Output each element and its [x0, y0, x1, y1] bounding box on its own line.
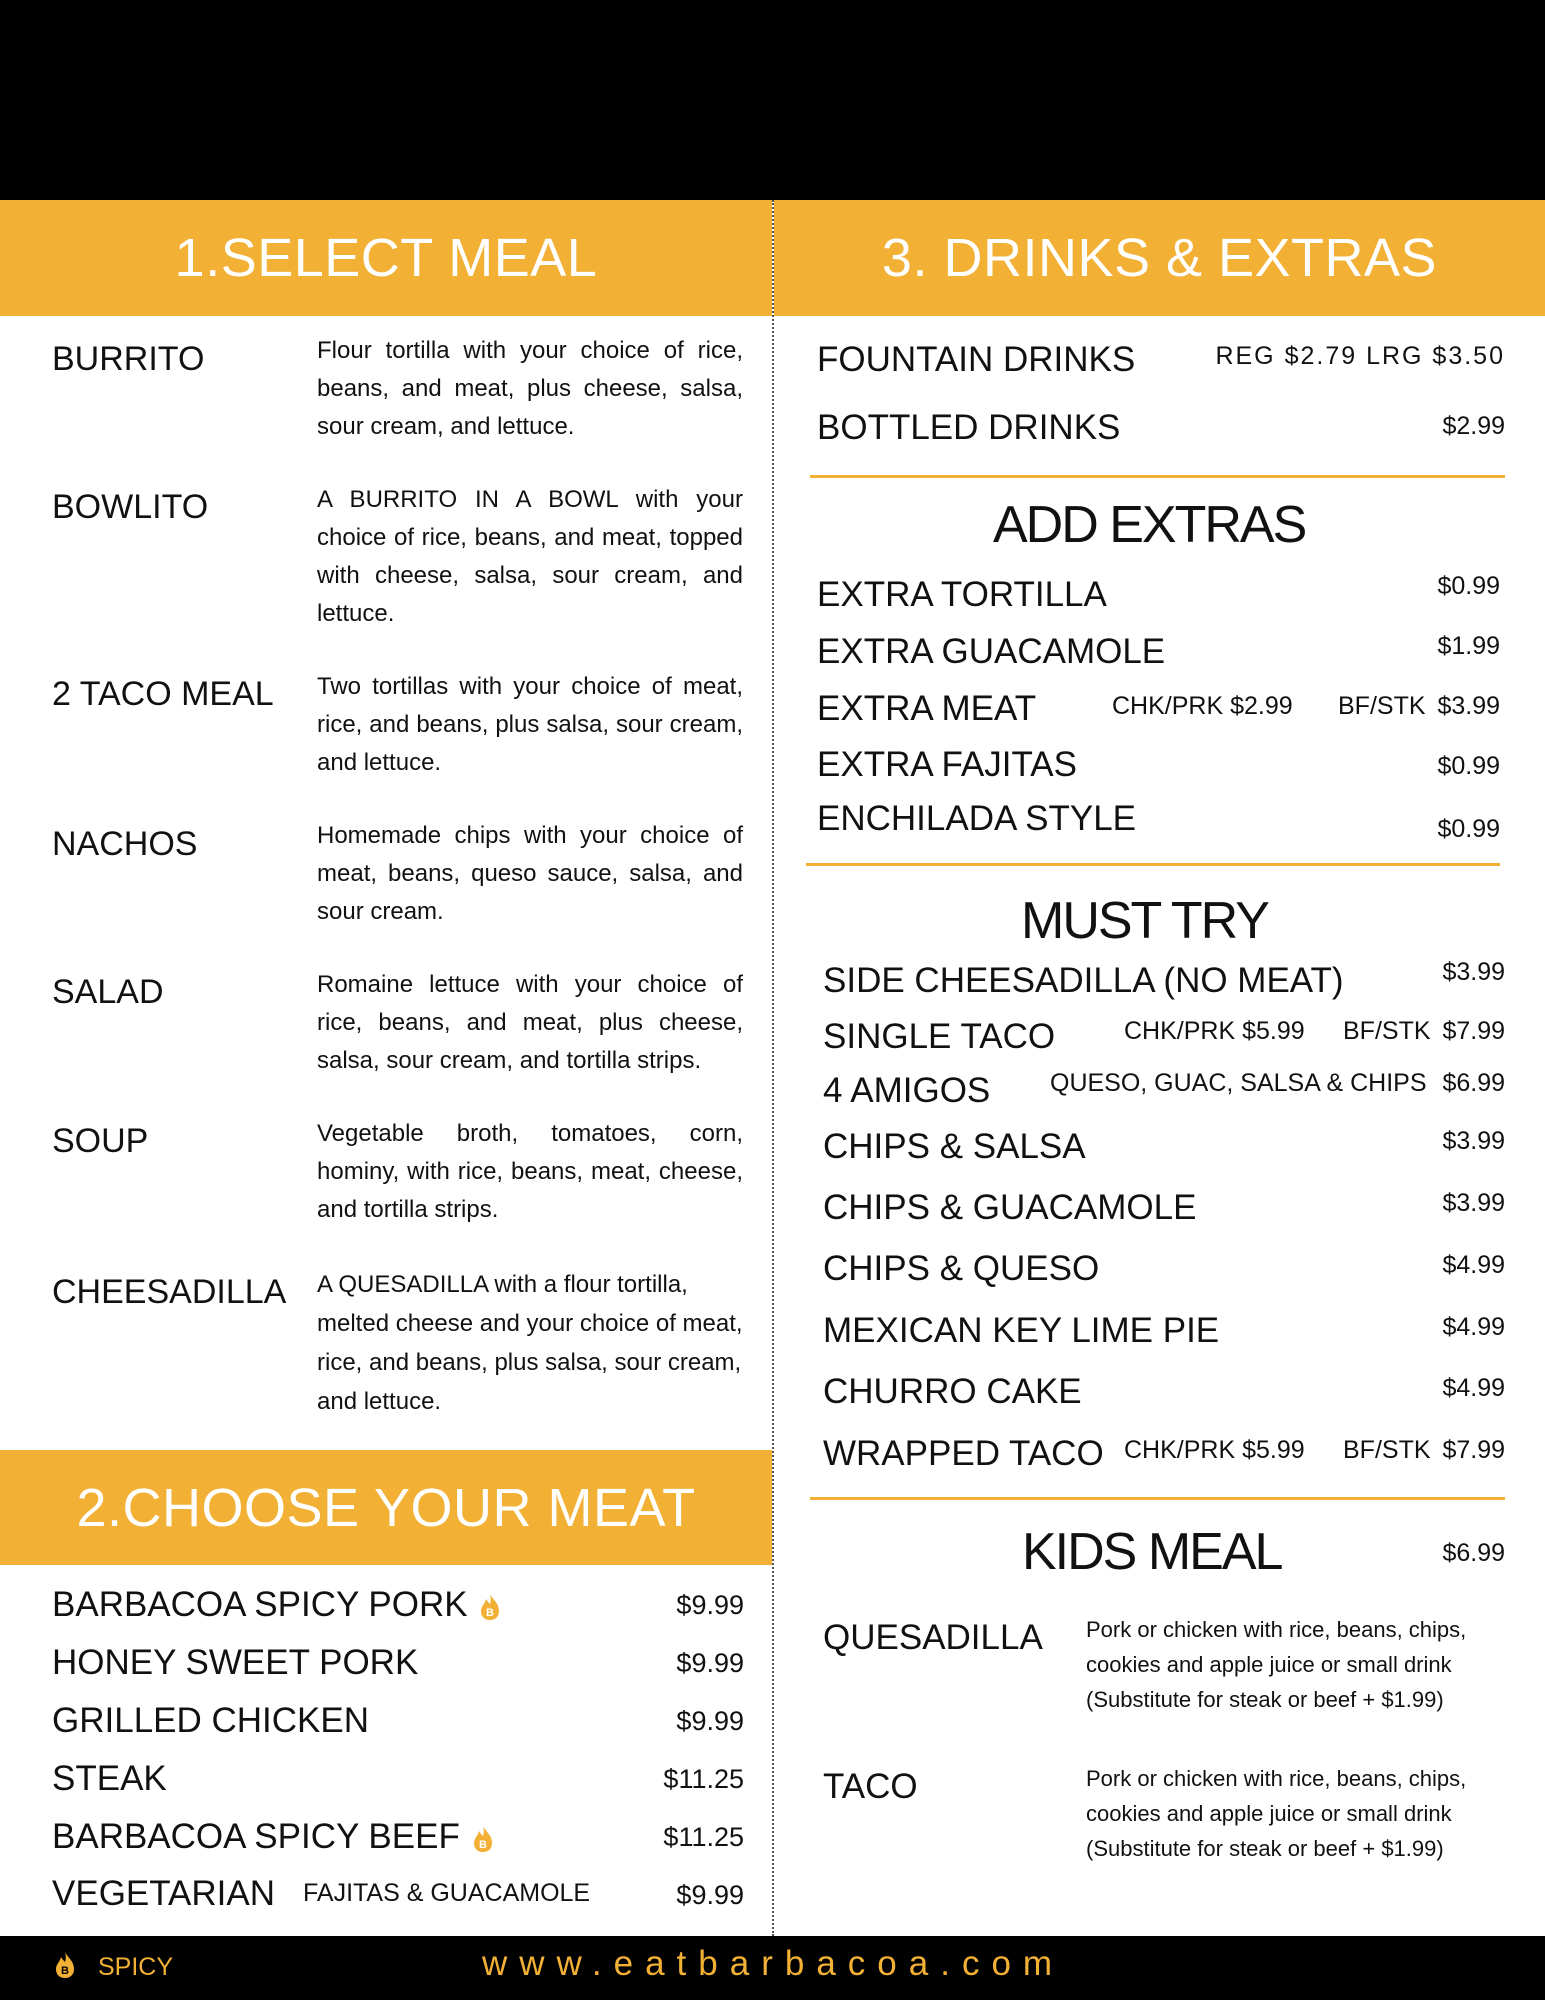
must-try-note: CHK/PRK $5.99 — [1124, 1436, 1305, 1464]
must-try-note: BF/STK — [1343, 1436, 1431, 1464]
banner-choose-meat — [0, 1450, 772, 1565]
must-try-price: $7.99 — [1442, 1017, 1505, 1045]
extra-price: $0.99 — [1437, 752, 1500, 780]
must-try-price: $4.99 — [1442, 1251, 1505, 1279]
top-bar — [0, 0, 1545, 200]
meat-grilled-chicken: GRILLED CHICKEN — [52, 1701, 370, 1740]
meat-note: FAJITAS & GUACAMOLE — [303, 1879, 591, 1907]
flame-icon — [477, 1592, 503, 1622]
extra-note: BF/STK — [1338, 692, 1426, 720]
kids-meal-price: $6.99 — [1442, 1539, 1505, 1567]
meat-price: $11.25 — [663, 1764, 744, 1794]
meal-name-nachos: NACHOS — [52, 825, 198, 863]
meat-price: $9.99 — [676, 1590, 744, 1620]
meal-name-2-taco-meal: 2 TACO MEAL — [52, 675, 274, 713]
meal-name-burrito: BURRITO — [52, 340, 205, 378]
must-try-item: SIDE CHEESADILLA (NO MEAT) — [823, 961, 1344, 1000]
drink-price: REG $2.79 LRG $3.50 — [1215, 342, 1505, 370]
must-try-item: CHIPS & QUESO — [823, 1249, 1100, 1288]
must-try-note: QUESO, GUAC, SALSA & CHIPS — [1050, 1069, 1427, 1097]
drink-price: $2.99 — [1442, 412, 1505, 440]
svg-text:B: B — [61, 1965, 69, 1977]
meal-desc-burrito: Flour tortilla with your choice of rice, beans, and meat, plus cheese, salsa, sour cream, and lettuce. — [317, 337, 743, 440]
meat-price: $9.99 — [676, 1706, 744, 1736]
drink-fountain: FOUNTAIN DRINKS — [817, 340, 1136, 379]
extra-price: $1.99 — [1437, 632, 1500, 660]
banner-select-meal-text: 1.SELECT MEAL — [174, 228, 598, 288]
extra-item: EXTRA FAJITAS — [817, 745, 1077, 784]
meat-name: BARBACOA SPICY PORK — [52, 1585, 468, 1624]
must-try-title: MUST TRY — [1021, 892, 1268, 950]
must-try-item: CHURRO CAKE — [823, 1372, 1082, 1411]
kids-meal-desc: Pork or chicken with rice, beans, chips, cookies and apple juice or small drink (Substitute for steak or beef + $1.99) — [1086, 1766, 1467, 1861]
meat-steak: STEAK — [52, 1759, 167, 1798]
extra-price: $3.99 — [1437, 692, 1500, 720]
meal-desc-2-taco-meal: Two tortillas with your choice of meat, rice, and beans, plus salsa, sour cream, and lettuce. — [317, 673, 743, 776]
extra-item: EXTRA MEAT — [817, 689, 1037, 728]
banner-drinks-extras — [774, 200, 1545, 316]
meal-name-salad: SALAD — [52, 973, 164, 1011]
must-try-price: $3.99 — [1442, 958, 1505, 986]
banner-select-meal — [0, 200, 772, 316]
meat-price: $9.99 — [676, 1880, 744, 1910]
extra-item: EXTRA GUACAMOLE — [817, 632, 1166, 671]
must-try-item: CHIPS & SALSA — [823, 1127, 1086, 1166]
must-try-price: $7.99 — [1442, 1436, 1505, 1464]
meal-name-bowlito: BOWLITO — [52, 488, 209, 526]
must-try-item: WRAPPED TACO — [823, 1434, 1104, 1473]
must-try-note: CHK/PRK $5.99 — [1124, 1017, 1305, 1045]
svg-text:B: B — [478, 1838, 487, 1851]
must-try-price: $4.99 — [1442, 1374, 1505, 1402]
banner-choose-meat-text: 2.CHOOSE YOUR MEAT — [76, 1477, 696, 1538]
meat-vegetarian: VEGETARIAN — [52, 1874, 276, 1913]
must-try-price: $3.99 — [1442, 1189, 1505, 1217]
meal-desc-bowlito: A BURRITO IN A BOWL with your choice of rice, beans, and meat, topped with cheese, salsa, sour cream, and lettuce. — [317, 486, 743, 627]
meal-desc-salad: Romaine lettuce with your choice of rice, beans, and meat, plus cheese, salsa, sour cream, and tortilla strips. — [317, 971, 743, 1074]
kids-meal-item: QUESADILLA — [823, 1618, 1043, 1657]
svg-text:B: B — [486, 1606, 495, 1619]
meal-desc-soup: Vegetable broth, tomatoes, corn, hominy, with rice, beans, meat, cheese, and tortilla strips. — [317, 1120, 743, 1223]
meat-barbacoa-spicy-pork — [52, 1585, 503, 1625]
section-rule — [810, 1497, 1505, 1500]
meal-name-cheesadilla: CHEESADILLA — [52, 1273, 287, 1311]
extra-item: EXTRA TORTILLA — [817, 575, 1107, 614]
extra-price: $0.99 — [1437, 815, 1500, 843]
meat-price: $9.99 — [676, 1648, 744, 1678]
extra-price: $0.99 — [1437, 572, 1500, 600]
flame-icon — [52, 1950, 78, 1980]
must-try-price: $3.99 — [1442, 1127, 1505, 1155]
must-try-price: $4.99 — [1442, 1313, 1505, 1341]
meat-honey-sweet-pork: HONEY SWEET PORK — [52, 1643, 419, 1682]
kids-meal-title: KIDS MEAL — [1022, 1523, 1282, 1581]
flame-icon — [470, 1824, 496, 1854]
must-try-note: BF/STK — [1343, 1017, 1431, 1045]
section-rule — [810, 475, 1505, 478]
extra-item: ENCHILADA STYLE — [817, 799, 1136, 838]
drink-bottled: BOTTLED DRINKS — [817, 408, 1121, 447]
must-try-item: MEXICAN KEY LIME PIE — [823, 1311, 1220, 1350]
spicy-legend-label: SPICY — [98, 1953, 174, 1981]
meat-name: BARBACOA SPICY BEEF — [52, 1817, 460, 1856]
meal-name-soup: SOUP — [52, 1122, 149, 1160]
section-rule — [806, 863, 1500, 866]
kids-meal-item: TACO — [823, 1767, 918, 1806]
add-extras-title: ADD EXTRAS — [993, 496, 1306, 554]
column-divider — [772, 200, 774, 1936]
must-try-item: 4 AMIGOS — [823, 1071, 991, 1110]
website-link[interactable]: www.eatbarbacoa.com — [482, 1944, 1065, 1983]
meat-barbacoa-spicy-beef — [52, 1817, 496, 1857]
kids-meal-desc: Pork or chicken with rice, beans, chips, cookies and apple juice or small drink (Substitute for steak or beef + $1.99) — [1086, 1617, 1467, 1712]
must-try-item: SINGLE TACO — [823, 1017, 1056, 1056]
meat-price: $11.25 — [663, 1822, 744, 1852]
meal-desc-nachos: Homemade chips with your choice of meat, beans, queso sauce, salsa, and sour cream. — [317, 822, 743, 925]
must-try-item: CHIPS & GUACAMOLE — [823, 1188, 1197, 1227]
extra-note: CHK/PRK $2.99 — [1112, 692, 1293, 720]
meal-desc-cheesadilla: A QUESADILLA with a flour tortilla, melted cheese and your choice of meat, rice, and beans, plus salsa, sour cream, and lettuce. — [317, 1271, 743, 1415]
banner-drinks-extras-text: 3. DRINKS & EXTRAS — [881, 228, 1438, 288]
must-try-price: $6.99 — [1442, 1069, 1505, 1097]
